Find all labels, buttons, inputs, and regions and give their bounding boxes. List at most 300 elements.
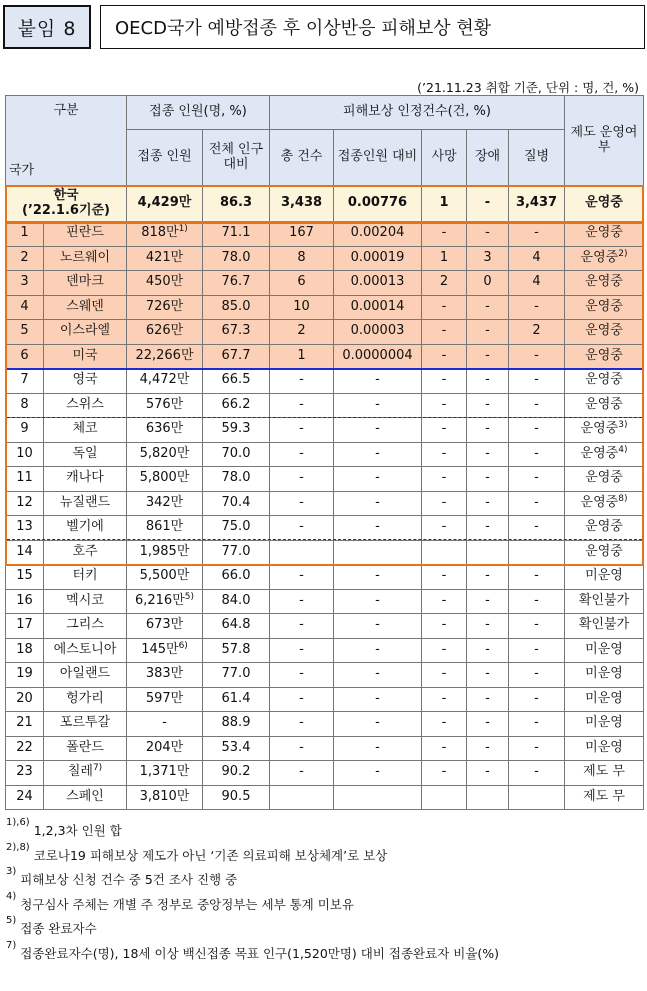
population-ratio-text: 66.5 xyxy=(221,372,251,388)
footnote-text: 접종 완료자수 xyxy=(20,921,97,937)
illness-cases-text: - xyxy=(534,617,539,633)
system-status xyxy=(565,589,644,614)
table-row xyxy=(6,712,644,737)
footnote-mark: 5) xyxy=(6,915,17,927)
population-ratio xyxy=(203,565,270,590)
disability-cases xyxy=(467,614,509,639)
total-cases xyxy=(270,295,334,320)
death-cases-text: - xyxy=(441,445,447,461)
vaccinated-count-text: 626만 xyxy=(145,323,184,339)
vaccinated-count-text: 22,266만 xyxy=(135,347,194,363)
population-ratio xyxy=(203,761,270,786)
disability-cases xyxy=(467,785,509,810)
system-status-text: 운영중 xyxy=(580,494,619,510)
disability-cases-text: - xyxy=(485,592,490,608)
vaccinated-count xyxy=(127,369,203,394)
table-row xyxy=(6,589,644,614)
cases-per-vaccinated-text: - xyxy=(375,739,380,755)
cases-per-vaccinated-text: - xyxy=(375,764,380,780)
disability-cases xyxy=(467,491,509,516)
cases-per-vaccinated-text: 0.00014 xyxy=(350,298,405,314)
illness-cases xyxy=(509,295,565,320)
row-number xyxy=(6,246,44,271)
vaccinated-count-text: 726만 xyxy=(145,298,184,314)
footnote-item xyxy=(6,941,642,966)
country-name xyxy=(44,516,127,541)
system-status xyxy=(565,785,644,810)
table-row xyxy=(6,344,644,369)
population-ratio xyxy=(203,418,270,443)
country-name xyxy=(44,663,127,688)
illness-cases-text: - xyxy=(534,347,539,363)
illness-cases-text: - xyxy=(534,372,539,388)
country-name xyxy=(44,589,127,614)
vaccinated-count xyxy=(127,271,203,296)
vaccinated-count xyxy=(127,516,203,541)
korea-death: 1 xyxy=(422,186,467,222)
country-name-text: 에스토니아 xyxy=(53,641,117,657)
death-cases-text: - xyxy=(441,739,447,755)
table-row xyxy=(6,222,644,247)
country-name xyxy=(44,246,127,271)
table-row xyxy=(6,393,644,418)
death-cases xyxy=(422,295,467,320)
table-row xyxy=(6,516,644,541)
population-ratio-text: 59.3 xyxy=(221,421,251,437)
country-name xyxy=(44,638,127,663)
death-cases-text: - xyxy=(441,715,447,731)
death-cases xyxy=(422,418,467,443)
cases-per-vaccinated-text: 0.00003 xyxy=(350,323,405,339)
disability-cases-text: - xyxy=(485,739,490,755)
cases-per-vaccinated-text: - xyxy=(375,396,380,412)
population-ratio-text: 85.0 xyxy=(221,298,251,314)
footnotes xyxy=(6,818,642,966)
death-cases-text: - xyxy=(441,666,447,682)
row-number-text: 8 xyxy=(20,396,29,412)
system-status xyxy=(565,736,644,761)
cases-per-vaccinated xyxy=(334,589,422,614)
footnote-text: 1,2,3차 인원 합 xyxy=(33,823,122,838)
country-name-text: 핀란드 xyxy=(66,225,104,241)
country-name xyxy=(44,761,127,786)
system-status xyxy=(565,344,644,369)
illness-cases-text: - xyxy=(534,396,539,412)
population-ratio xyxy=(203,614,270,639)
table-row-korea xyxy=(6,186,644,222)
vaccinated-count-text: 383만 xyxy=(145,666,184,682)
system-status xyxy=(565,393,644,418)
death-cases xyxy=(422,565,467,590)
illness-cases-text: - xyxy=(534,641,539,657)
total-cases-text: - xyxy=(299,568,304,584)
country-name xyxy=(44,295,127,320)
illness-cases xyxy=(509,418,565,443)
disability-cases-text: 0 xyxy=(483,274,492,290)
footnote-mark: 5) xyxy=(184,591,195,602)
footnote-mark: 6) xyxy=(178,640,188,651)
system-status-text: 운영중 xyxy=(585,347,623,363)
population-ratio xyxy=(203,589,270,614)
footnote-mark: 2),8) xyxy=(6,841,30,853)
population-ratio xyxy=(203,246,270,271)
cases-per-vaccinated xyxy=(334,516,422,541)
total-cases xyxy=(270,271,334,296)
population-ratio-text: 78.0 xyxy=(221,470,251,486)
system-status-text: 확인불가 xyxy=(578,592,630,608)
population-ratio-text: 66.2 xyxy=(221,396,251,412)
system-status-text: 운영중 xyxy=(585,396,623,412)
korea-system: 운영중 xyxy=(565,186,644,222)
row-number-text: 11 xyxy=(16,470,33,486)
page-title: OECD국가 예방접종 후 이상반응 피해보상 현황 xyxy=(100,5,645,49)
cases-per-vaccinated xyxy=(334,663,422,688)
country-name-text: 폴란드 xyxy=(66,739,104,755)
vaccinated-count xyxy=(127,540,203,565)
vaccinated-count-text: 673만 xyxy=(145,617,184,633)
attachment-badge: 붙임 8 xyxy=(3,5,91,49)
system-status xyxy=(565,222,644,247)
death-cases xyxy=(422,663,467,688)
death-cases-text: - xyxy=(441,617,447,633)
korea-illness: 3,437 xyxy=(509,186,565,222)
death-cases xyxy=(422,785,467,810)
total-cases xyxy=(270,222,334,247)
population-ratio-text: 53.4 xyxy=(221,739,251,755)
footnote-mark: 1) xyxy=(178,224,188,235)
row-number xyxy=(6,442,44,467)
table-row xyxy=(6,491,644,516)
population-ratio-text: 76.7 xyxy=(221,274,251,290)
death-cases-text: - xyxy=(441,519,447,535)
row-number xyxy=(6,540,44,565)
illness-cases xyxy=(509,344,565,369)
row-number-text: 21 xyxy=(16,715,33,731)
vaccinated-count xyxy=(127,712,203,737)
population-ratio-text: 67.3 xyxy=(221,323,251,339)
cases-per-vaccinated-text: 0.00204 xyxy=(350,225,405,241)
cases-per-vaccinated xyxy=(334,222,422,247)
row-number-text: 9 xyxy=(20,421,29,437)
total-cases-text: - xyxy=(299,715,304,731)
footnote-item xyxy=(6,843,642,868)
total-cases xyxy=(270,246,334,271)
table-row xyxy=(6,638,644,663)
header-vacc-count: 접종 인원 xyxy=(127,130,203,186)
cases-per-vaccinated xyxy=(334,761,422,786)
country-name xyxy=(44,687,127,712)
table-row xyxy=(6,565,644,590)
disability-cases xyxy=(467,246,509,271)
country-name xyxy=(44,467,127,492)
footnote-mark: 3) xyxy=(618,420,628,431)
disability-cases-text: - xyxy=(485,494,490,510)
country-name-text: 호주 xyxy=(72,543,98,559)
population-ratio-text: 70.0 xyxy=(221,445,251,461)
total-cases xyxy=(270,663,334,688)
country-name-text: 독일 xyxy=(72,445,98,461)
table-row xyxy=(6,418,644,443)
disability-cases xyxy=(467,516,509,541)
population-ratio xyxy=(203,736,270,761)
country-name xyxy=(44,320,127,345)
country-name xyxy=(44,614,127,639)
country-name xyxy=(44,393,127,418)
death-cases xyxy=(422,491,467,516)
population-ratio xyxy=(203,516,270,541)
cases-per-vaccinated-text: - xyxy=(375,690,380,706)
cases-per-vaccinated xyxy=(334,320,422,345)
system-status xyxy=(565,614,644,639)
cases-per-vaccinated xyxy=(334,295,422,320)
illness-cases-text: - xyxy=(534,298,539,314)
korea-date-note: (’22.1.6기준) xyxy=(22,202,110,218)
country-name-text: 캐나다 xyxy=(66,470,104,486)
cases-per-vaccinated xyxy=(334,246,422,271)
vaccinated-count-text: 421만 xyxy=(145,249,184,265)
vaccinated-count-text: 5,800만 xyxy=(139,470,190,486)
row-number xyxy=(6,614,44,639)
row-number xyxy=(6,663,44,688)
system-status xyxy=(565,712,644,737)
cases-per-vaccinated-text: - xyxy=(375,494,380,510)
illness-cases xyxy=(509,565,565,590)
footnote-mark: 4) xyxy=(618,444,628,455)
row-number-text: 6 xyxy=(20,347,29,363)
footnote-text: 청구심사 주체는 개별 주 정부로 중앙정부는 세부 통계 미보유 xyxy=(20,896,354,912)
table-row xyxy=(6,271,644,296)
population-ratio-text: 84.0 xyxy=(221,592,251,608)
disability-cases-text: - xyxy=(485,298,490,314)
cases-per-vaccinated-text: - xyxy=(375,715,380,731)
disability-cases-text: - xyxy=(485,323,490,339)
death-cases xyxy=(422,344,467,369)
illness-cases-text: - xyxy=(534,715,539,731)
system-status xyxy=(565,418,644,443)
row-number xyxy=(6,516,44,541)
illness-cases-text: - xyxy=(534,666,539,682)
disability-cases xyxy=(467,736,509,761)
vaccinated-count xyxy=(127,589,203,614)
system-status xyxy=(565,271,644,296)
country-name xyxy=(44,222,127,247)
disability-cases xyxy=(467,663,509,688)
death-cases xyxy=(422,393,467,418)
vaccinated-count-text: 1,371만 xyxy=(139,764,190,780)
cases-per-vaccinated-text: 0.00019 xyxy=(350,249,405,265)
total-cases xyxy=(270,614,334,639)
system-status xyxy=(565,663,644,688)
disability-cases xyxy=(467,589,509,614)
system-status-text: 운영중 xyxy=(585,274,623,290)
disability-cases-text: - xyxy=(485,470,490,486)
total-cases xyxy=(270,736,334,761)
system-status-text: 운영중 xyxy=(580,249,619,265)
cases-per-vaccinated-text: - xyxy=(375,372,380,388)
total-cases xyxy=(270,369,334,394)
illness-cases-text: - xyxy=(534,568,539,584)
row-number xyxy=(6,491,44,516)
system-status xyxy=(565,687,644,712)
cases-per-vaccinated xyxy=(334,712,422,737)
population-ratio xyxy=(203,540,270,565)
illness-cases-text: - xyxy=(534,470,539,486)
disability-cases-text: - xyxy=(485,568,490,584)
table-row xyxy=(6,369,644,394)
population-ratio-text: 90.2 xyxy=(221,764,251,780)
system-status-text: 운영중 xyxy=(580,421,619,437)
header-system: 제도 운영여부 xyxy=(565,96,644,186)
country-name xyxy=(44,442,127,467)
population-ratio xyxy=(203,369,270,394)
vaccinated-count xyxy=(127,761,203,786)
country-name-text: 칠레 xyxy=(67,764,93,780)
footnote-mark: 7) xyxy=(92,763,103,774)
total-cases-text: 2 xyxy=(297,323,306,339)
illness-cases xyxy=(509,393,565,418)
country-name xyxy=(44,369,127,394)
disability-cases xyxy=(467,638,509,663)
cases-per-vaccinated-text: - xyxy=(375,445,380,461)
illness-cases-text: 2 xyxy=(532,323,541,339)
total-cases-text: - xyxy=(299,764,304,780)
cases-per-vaccinated xyxy=(334,614,422,639)
population-ratio xyxy=(203,344,270,369)
system-status-text: 운영중 xyxy=(585,470,623,486)
illness-cases-text: - xyxy=(534,225,539,241)
cases-per-vaccinated-text: - xyxy=(375,641,380,657)
disability-cases xyxy=(467,369,509,394)
total-cases-text: 6 xyxy=(297,274,306,290)
table-row xyxy=(6,320,644,345)
total-cases-text: - xyxy=(299,617,304,633)
disability-cases xyxy=(467,712,509,737)
system-status-text: 운영중 xyxy=(585,519,623,535)
population-ratio xyxy=(203,638,270,663)
death-cases xyxy=(422,516,467,541)
row-number-text: 2 xyxy=(20,249,29,265)
total-cases xyxy=(270,687,334,712)
illness-cases xyxy=(509,467,565,492)
death-cases xyxy=(422,442,467,467)
cases-per-vaccinated-text: - xyxy=(375,470,380,486)
country-name xyxy=(44,785,127,810)
country-name-text: 스페인 xyxy=(66,788,104,804)
total-cases-text: - xyxy=(299,445,304,461)
system-status-text: 미운영 xyxy=(585,666,623,682)
vaccinated-count-text: 3,810만 xyxy=(139,788,190,804)
footnote-item xyxy=(6,916,642,941)
table-row xyxy=(6,687,644,712)
table-row xyxy=(6,761,644,786)
death-cases-text: - xyxy=(441,690,447,706)
system-status xyxy=(565,369,644,394)
total-cases-text: - xyxy=(299,494,304,510)
vaccinated-count-text: 6,216만 xyxy=(134,592,185,608)
table-row xyxy=(6,467,644,492)
death-cases xyxy=(422,467,467,492)
header-compensation: 피해보상 인정건수(건, %) xyxy=(270,96,565,130)
row-number-text: 4 xyxy=(20,298,29,314)
death-cases-text: 2 xyxy=(439,274,449,290)
country-name-text: 터키 xyxy=(72,568,98,584)
total-cases xyxy=(270,589,334,614)
illness-cases-text: - xyxy=(534,494,539,510)
disability-cases xyxy=(467,442,509,467)
vaccinated-count-text: 576만 xyxy=(145,396,184,412)
vaccinated-count xyxy=(127,614,203,639)
vaccinated-count xyxy=(127,442,203,467)
cases-per-vaccinated-text: 0.00013 xyxy=(350,274,405,290)
illness-cases xyxy=(509,785,565,810)
death-cases xyxy=(422,761,467,786)
row-number-text: 20 xyxy=(16,690,33,706)
death-cases-text: - xyxy=(441,421,447,437)
country-name-text: 그리스 xyxy=(66,617,104,633)
population-ratio-text: 71.1 xyxy=(221,225,251,241)
death-cases-text: 1 xyxy=(439,249,449,265)
cases-per-vaccinated xyxy=(334,736,422,761)
row-number xyxy=(6,320,44,345)
total-cases xyxy=(270,442,334,467)
row-number-text: 3 xyxy=(20,274,29,290)
row-number-text: 18 xyxy=(16,641,33,657)
country-name-text: 영국 xyxy=(72,372,98,388)
population-ratio-text: 77.0 xyxy=(221,543,251,559)
illness-cases-text: 4 xyxy=(532,274,541,290)
country-name-text: 덴마크 xyxy=(66,274,104,290)
population-ratio xyxy=(203,663,270,688)
total-cases-text: - xyxy=(299,739,304,755)
death-cases xyxy=(422,246,467,271)
row-number-text: 12 xyxy=(16,494,33,510)
death-cases xyxy=(422,687,467,712)
system-status xyxy=(565,540,644,565)
population-ratio xyxy=(203,785,270,810)
vaccinated-count xyxy=(127,222,203,247)
illness-cases-text: - xyxy=(534,764,539,780)
disability-cases-text: - xyxy=(485,421,490,437)
system-status-text: 미운영 xyxy=(585,568,623,584)
footnote-mark: 7) xyxy=(6,939,17,951)
vaccinated-count-text: 145만 xyxy=(141,641,179,657)
korea-per: 0.00776 xyxy=(334,186,422,222)
illness-cases xyxy=(509,638,565,663)
row-number xyxy=(6,785,44,810)
row-number-text: 15 xyxy=(16,568,33,584)
footnote-mark: 2) xyxy=(618,248,628,259)
vaccinated-count xyxy=(127,320,203,345)
disability-cases-text: - xyxy=(485,519,490,535)
system-status xyxy=(565,761,644,786)
total-cases xyxy=(270,418,334,443)
cases-per-vaccinated xyxy=(334,565,422,590)
total-cases xyxy=(270,761,334,786)
header-country-label: 국가 xyxy=(9,163,35,179)
system-status-text: 운영중 xyxy=(585,372,623,388)
country-name xyxy=(44,712,127,737)
illness-cases xyxy=(509,589,565,614)
illness-cases xyxy=(509,540,565,565)
korea-count: 4,429만 xyxy=(127,186,203,222)
system-status xyxy=(565,295,644,320)
vaccinated-count-text: 342만 xyxy=(145,494,184,510)
total-cases-text: 10 xyxy=(293,298,310,314)
cases-per-vaccinated-text: - xyxy=(375,666,380,682)
korea-disability: - xyxy=(467,186,509,222)
row-number xyxy=(6,687,44,712)
cases-per-vaccinated-text: - xyxy=(375,617,380,633)
